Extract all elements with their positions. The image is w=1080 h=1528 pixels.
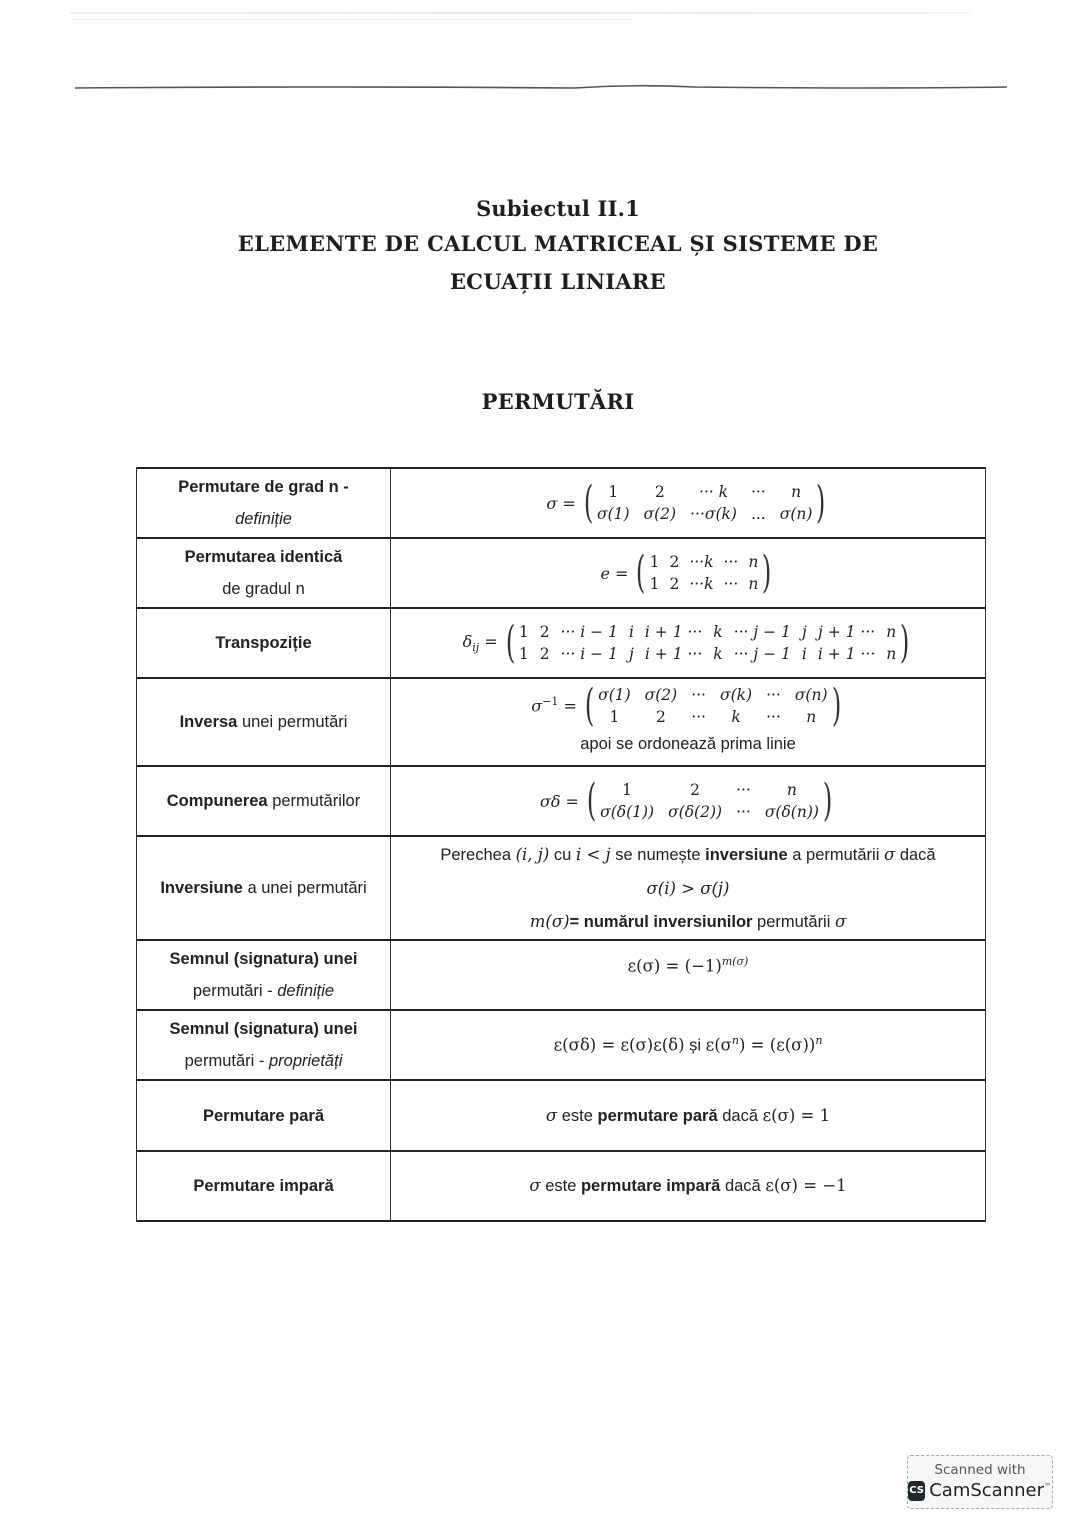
row-content <box>391 1081 985 1150</box>
row-label <box>137 1011 391 1079</box>
camscanner-watermark <box>907 1455 1053 1509</box>
row-label <box>137 539 391 607</box>
inverse-note: apoi se ordonează prima linie <box>580 734 796 753</box>
sign-properties-formula: ε(σδ) = ε(σ)ε(δ) și $\varepsilon(\sigma^n) = (\varepsilon(\sigma))^n$ <box>553 1034 823 1055</box>
matrix-cell: k <box>713 645 723 663</box>
matrix-cell: ··· <box>736 781 751 799</box>
scan-artifact-line <box>70 19 630 20</box>
row-label <box>137 469 391 537</box>
matrix-cell: 2 <box>669 553 680 571</box>
matrix-cell: ···k <box>689 553 714 571</box>
matrix-cell: σ(2) <box>643 505 677 523</box>
permutation-matrix <box>597 481 812 525</box>
matrix-cell: ··· <box>766 685 781 704</box>
row-content <box>391 1152 985 1220</box>
main-title-line2: ECUAȚII LINIARE <box>450 269 666 294</box>
label-text: Transpoziție <box>215 634 312 652</box>
matrix-cell: n <box>886 645 897 663</box>
table-row <box>137 1009 985 1079</box>
even-permutation-definition: σ este permutare pară dacă ε(σ) = 1 <box>545 1105 831 1125</box>
matrix-cell: ··· i − 1 <box>560 645 618 663</box>
matrix-cell: ··· <box>723 575 739 593</box>
odd-permutation-definition: σ este permutare impară dacă ε(σ) = −1 <box>529 1176 847 1195</box>
matrix-cell: 1 <box>622 781 633 799</box>
matrix-cell: σ(1) <box>597 505 630 523</box>
matrix-cell: n <box>748 553 759 571</box>
matrix-cell: σ(δ(2)) <box>668 803 723 821</box>
label-normal: permutări - <box>184 1052 269 1070</box>
row-content <box>391 837 985 939</box>
table-row <box>137 467 985 537</box>
left-paren: ( <box>505 617 515 668</box>
matrix-cell: ··· <box>766 707 781 726</box>
formula <box>539 775 836 826</box>
matrix-cell: 2 <box>655 707 666 726</box>
matrix-cell: j <box>629 645 634 663</box>
matrix-cell: ··· <box>691 685 706 704</box>
matrix-cell: 2 <box>690 781 700 799</box>
right-paren: ) <box>762 547 772 598</box>
matrix-cell: 2 <box>654 483 665 501</box>
matrix-cell: 1 <box>518 645 529 663</box>
matrix-cell: ···σ(k) <box>690 505 737 523</box>
matrix-cell: 2 <box>539 645 550 663</box>
matrix-cell: ··· k <box>698 483 729 501</box>
label-text: Semnul (signatura) unei <box>169 1020 358 1038</box>
right-paren: ) <box>831 679 841 731</box>
identity-matrix <box>650 551 759 595</box>
formula-lhs: $\sigma^{-1}$ = <box>531 695 577 716</box>
label-text: Compunerea <box>166 792 268 810</box>
sign-formula: $\varepsilon(\sigma) = (-1)^{m(\sigma)}$ <box>627 955 749 976</box>
brand-name: CamScanner <box>929 1480 1044 1501</box>
inversion-condition: σ(i) > σ(j) <box>646 878 730 898</box>
matrix-cell: ··· i − 1 <box>560 623 618 641</box>
formula <box>546 477 829 528</box>
formula <box>462 617 914 668</box>
transposition-matrix <box>519 621 896 665</box>
main-title-line1: ELEMENTE DE CALCUL MATRICEAL ȘI SISTEME DE <box>237 231 879 256</box>
row-label <box>137 941 391 1009</box>
label-text: Inversiune <box>160 879 243 897</box>
matrix-cell: k <box>713 623 723 641</box>
matrix-cell: 2 <box>669 575 680 593</box>
matrix-cell: n <box>748 575 759 593</box>
right-paren: ) <box>822 775 833 826</box>
matrix-cell: 1 <box>649 553 660 571</box>
inversion-definition: Perechea (i, j) cu i < j se numește inversiune a permutării σ dacă <box>440 844 936 864</box>
matrix-cell: 1 <box>609 707 620 726</box>
row-content <box>391 609 985 677</box>
trademark: ™ <box>1044 1482 1052 1491</box>
table-row <box>137 677 985 765</box>
label-normal: permutărilor <box>267 792 361 810</box>
row-content <box>391 1011 985 1079</box>
formula <box>600 547 775 598</box>
section-title: PERMUTĂRI <box>481 389 635 414</box>
matrix-cell: i <box>801 645 807 663</box>
right-paren: ) <box>900 617 910 668</box>
row-label <box>137 767 391 835</box>
scan-artifact-line <box>70 12 970 14</box>
table-row <box>137 607 985 677</box>
left-paren: ( <box>586 775 597 826</box>
matrix-cell: k <box>731 707 741 726</box>
watermark-top-text: Scanned with <box>934 1462 1026 1478</box>
row-label <box>137 1081 391 1150</box>
inversion-count: m(σ)= numărul inversiunilor permutării σ <box>529 911 847 931</box>
label-text: Permutare pară <box>202 1106 325 1125</box>
matrix-cell: ··· <box>736 803 751 821</box>
label-text: Permutare impară <box>193 1177 334 1195</box>
label-normal: de gradul n <box>222 580 305 598</box>
composition-matrix <box>600 779 819 823</box>
row-content <box>391 941 985 1009</box>
label-normal: a unei permutări <box>242 879 367 897</box>
row-content <box>391 469 985 537</box>
row-content <box>391 767 985 835</box>
label-italic: proprietăți <box>268 1052 343 1070</box>
table-row <box>137 835 985 939</box>
row-label <box>137 609 391 677</box>
label-italic: definiție <box>235 510 292 528</box>
matrix-cell: ··· j − 1 <box>733 623 791 641</box>
matrix-cell: σ(δ(n)) <box>764 803 819 821</box>
row-label <box>137 679 391 765</box>
matrix-cell: σ(2) <box>644 685 678 704</box>
camscanner-logo-icon: CS <box>908 1481 925 1501</box>
row-content <box>391 539 985 607</box>
row-label <box>137 1152 391 1220</box>
matrix-cell: 1 <box>649 575 660 593</box>
table-row <box>137 939 985 1009</box>
formula <box>531 679 844 731</box>
left-paren: ( <box>584 679 595 731</box>
table-row <box>137 765 985 835</box>
matrix-cell: σ(k) <box>719 685 753 704</box>
permutations-table <box>136 467 986 1222</box>
right-paren: ) <box>816 477 826 528</box>
matrix-cell: ··· j − 1 <box>733 645 791 663</box>
left-paren: ( <box>583 477 594 528</box>
subject-title: Subiectul II.1 <box>476 196 640 221</box>
header-rule <box>75 84 1007 89</box>
formula-lhs: σδ = <box>539 791 579 811</box>
matrix-cell: i + 1 ··· <box>644 623 703 641</box>
label-text: Inversa <box>179 713 238 731</box>
matrix-cell: ··· <box>750 483 766 501</box>
formula-lhs: σ = <box>546 493 576 513</box>
inverse-matrix <box>598 684 827 728</box>
watermark-brand <box>908 1480 1052 1501</box>
label-text: Permutarea identică <box>184 548 343 566</box>
matrix-cell: σ(1) <box>598 685 631 704</box>
label-italic: definiție <box>277 982 335 1000</box>
label-normal: unei permutări <box>237 713 348 731</box>
label-text: Permutare de grad n - <box>178 478 349 496</box>
matrix-cell: n <box>786 781 797 799</box>
matrix-cell: j <box>802 623 807 641</box>
table-row <box>137 537 985 607</box>
matrix-cell: 2 <box>539 623 550 641</box>
matrix-cell: ··· <box>723 553 739 571</box>
formula-lhs: e = <box>600 563 629 583</box>
matrix-cell: ··· <box>691 707 706 726</box>
formula-lhs: $\delta_{ij}$ = <box>462 631 498 655</box>
row-label <box>137 837 391 939</box>
matrix-cell: n <box>886 623 897 641</box>
row-content <box>391 679 985 765</box>
left-paren: ( <box>636 547 646 598</box>
matrix-cell: σ(n) <box>779 505 813 523</box>
matrix-cell: 1 <box>608 483 619 501</box>
matrix-cell: ···k <box>689 575 714 593</box>
matrix-cell: 1 <box>518 623 529 641</box>
matrix-cell: n <box>806 707 817 726</box>
table-row <box>137 1079 985 1150</box>
matrix-cell: n <box>791 483 802 501</box>
matrix-cell: i + 1 ··· <box>644 645 703 663</box>
table-row <box>137 1150 985 1222</box>
matrix-cell: σ(n) <box>794 685 828 704</box>
matrix-cell: σ(δ(1)) <box>600 803 655 821</box>
matrix-cell: i + 1 ··· <box>817 645 876 663</box>
matrix-cell: j + 1 ··· <box>817 623 876 641</box>
label-normal: permutări - <box>192 982 278 1000</box>
matrix-cell: i <box>628 623 634 641</box>
label-text: Semnul (signatura) unei <box>169 950 358 968</box>
matrix-cell: ... <box>750 505 766 523</box>
document-header <box>0 193 1080 301</box>
